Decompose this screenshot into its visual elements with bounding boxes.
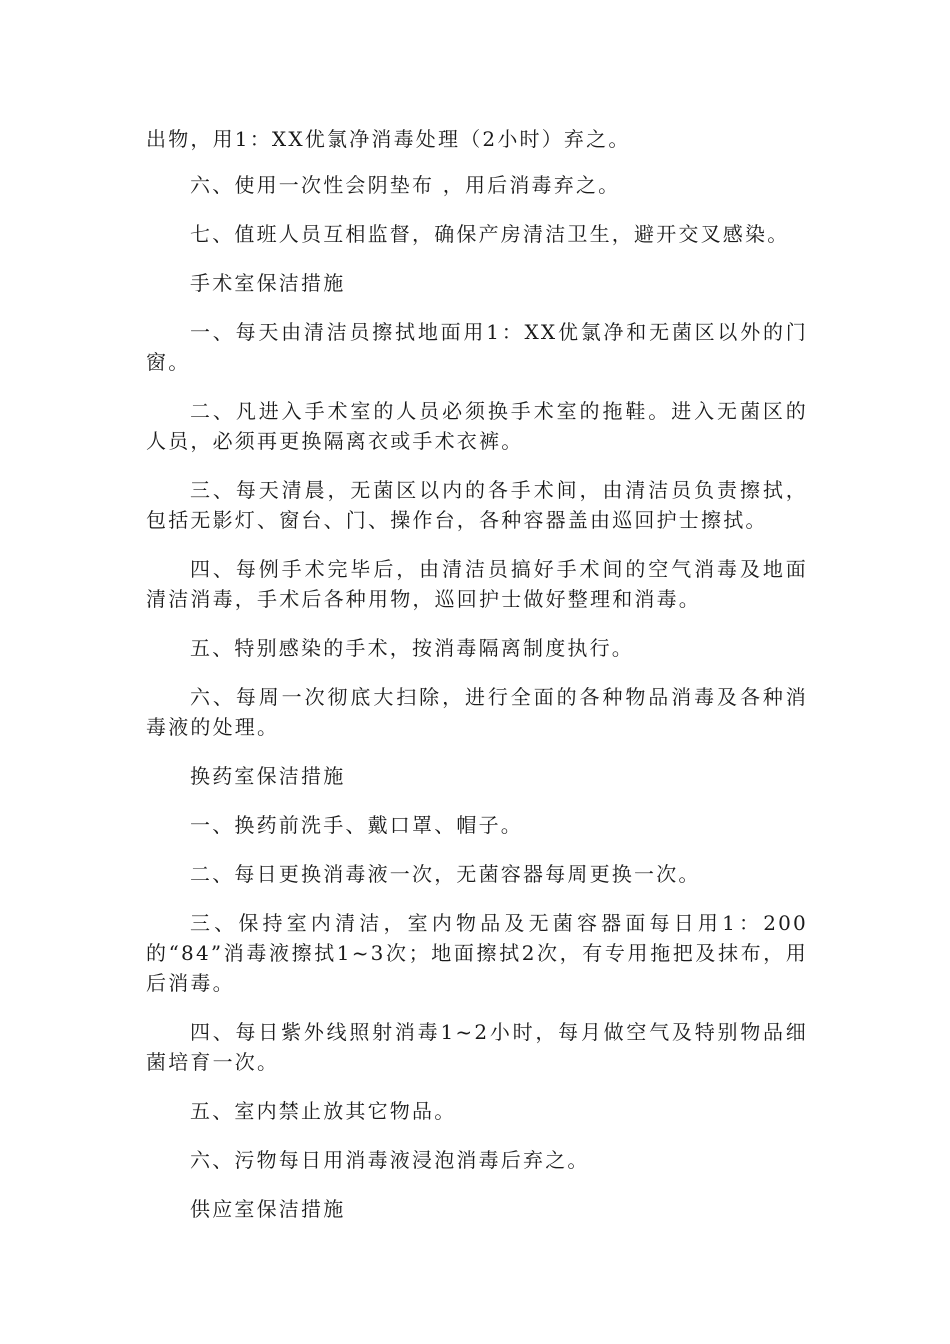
- paragraph-item-4: 四、每例手术完毕后，由清洁员搞好手术间的空气消毒及地面清洁消毒，手术后各种用物，巡回护士做好整理和消毒。: [146, 557, 808, 611]
- paragraph-item-2: 二、每日更换消毒液一次，无菌容器每周更换一次。: [190, 862, 701, 886]
- paragraph-item-2: 二、凡进入手术室的人员必须换手术室的拖鞋。进入无菌区的人员，必须再更换隔离衣或手术衣裤。: [146, 399, 808, 453]
- paragraph-item-4: 四、每日紫外线照射消毒1~2小时，每月做空气及特别物品细菌培育一次。: [146, 1020, 808, 1074]
- paragraph-item-5: 五、特别感染的手术，按消毒隔离制度执行。: [190, 636, 634, 660]
- document-body: [146, 124, 808, 1224]
- paragraph-item-3: 三、每天清晨，无菌区以内的各手术间，由清洁员负责擦拭，包括无影灯、窗台、门、操作台，各种容器盖由巡回护士擦拭。: [146, 478, 808, 532]
- paragraph-continuation: 出物，用1：XX优氯净消毒处理（2小时）弃之。: [146, 127, 631, 151]
- paragraph-item-1: 一、换药前洗手、戴口罩、帽子。: [190, 813, 523, 837]
- paragraph-item-6: 六、使用一次性会阴垫布 ，用后消毒弃之。: [190, 173, 621, 197]
- paragraph-item-5: 五、室内禁止放其它物品。: [190, 1099, 457, 1123]
- section-heading-dressing-room: 换药室保洁措施: [190, 764, 346, 788]
- paragraph-item-3: 三、保持室内清洁，室内物品及无菌容器面每日用1：200的“84”消毒液擦拭1~3次；地面擦拭2次，有专用拖把及抹布，用后消毒。: [146, 911, 808, 995]
- section-heading-operating-room: 手术室保洁措施: [190, 271, 346, 295]
- paragraph-item-6: 六、每周一次彻底大扫除，进行全面的各种物品消毒及各种消毒液的处理。: [146, 685, 808, 739]
- paragraph-item-1: 一、每天由清洁员擦拭地面用1：XX优氯净和无菌区以外的门窗。: [146, 320, 808, 374]
- paragraph-item-6: 六、污物每日用消毒液浸泡消毒后弃之。: [190, 1148, 590, 1172]
- paragraph-item-7: 七、值班人员互相监督，确保产房清洁卫生，避开交叉感染。: [190, 222, 790, 246]
- section-heading-supply-room: 供应室保洁措施: [190, 1197, 346, 1221]
